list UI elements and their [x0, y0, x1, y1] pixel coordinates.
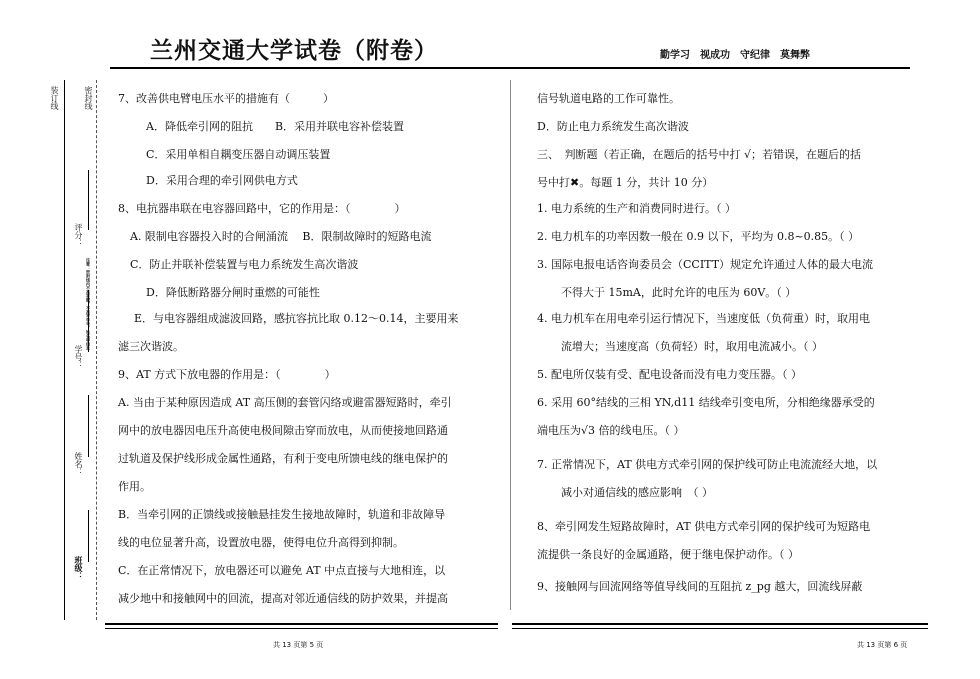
left-column-line-4: D．采用合理的牵引网供电方式 [146, 174, 298, 187]
left-column-line-11: 9、AT 方式下放电器的作用是：（ ） [118, 368, 336, 381]
right-column-line-1: 信号轨道电路的工作可靠性。 [537, 92, 680, 105]
right-column-line-16: 8、牵引网发生短路故障时，AT 供电方式牵引网的保护线可为短路电 [537, 520, 871, 533]
right-column-line-5: 1. 电力系统的生产和消费同时进行。（ ） [537, 202, 736, 215]
right-column-line-8: 不得大于 15mA，此时允许的电压为 60V。（ ） [561, 286, 797, 299]
bottom-rule-left-thick [105, 623, 498, 625]
seal-notice: 注意：密封线内不准答题，不准写学号、姓名等信息 [86, 258, 91, 350]
right-column-line-18: 9、接触网与回流网络等值导线间的互阻抗 z_pg 越大，回流线屏蔽 [537, 580, 863, 593]
right-column-line-4: 号中打✖。每题 1 分，共计 10 分） [537, 176, 714, 189]
left-column-line-15: 作用。 [118, 480, 151, 493]
right-column-line-12: 6. 采用 60°结线的三相 YN,d11 结线牵引变电所，分相绝缘器承受的 [537, 396, 875, 409]
left-column-line-18: C．在正常情况下，放电器还可以避免 AT 中点直接与大地相连，以 [118, 564, 446, 577]
right-column-line-11: 5. 配电所仅装有受、配电设备而没有电力变压器。（ ） [537, 368, 802, 381]
left-column-line-7: C．防止并联补偿装置与电力系统发生高次谐波 [130, 258, 359, 271]
class-label: 班级： [74, 556, 83, 580]
page-footer-left: 共 13 页第 5 页 [273, 641, 324, 649]
left-column-line-14: 过轨道及保护线形成金属性通路，有利于变电所馈电线的继电保护的 [118, 452, 448, 465]
page-footer-right: 共 13 页第 6 页 [857, 641, 908, 649]
margin-solid-line [64, 80, 65, 620]
left-column-line-12: A. 当由于某种原因造成 AT 高压侧的套管闪络或避雷器短路时，牵引 [118, 396, 452, 409]
right-column-line-3: 三、 判断题（若正确，在题后的括号中打 √；若错误，在题后的括 [537, 148, 862, 161]
bottom-rule-right-thick [512, 623, 928, 625]
bottom-rule-right-thin [512, 628, 928, 629]
right-column-line-13: 端电压为√3 倍的线电压。（ ） [537, 424, 685, 437]
exam-title: 兰州交通大学试卷（附卷） [150, 38, 438, 64]
left-column-line-5: 8、电抗器串联在电容器回路中，它的作用是：（ ） [118, 202, 406, 215]
class-line [88, 510, 89, 562]
left-column-line-10: 滤三次谐波。 [118, 340, 184, 353]
left-column-line-2: A．降低牵引网的阻抗 B．采用并联电容补偿装置 [146, 120, 405, 133]
score-field-line [88, 170, 89, 230]
seal-line-label: 密封线 [84, 86, 93, 110]
student-id-label: 学号： [74, 345, 83, 369]
name-line [88, 395, 89, 457]
left-column-line-16: B．当牵引网的正馈线或接触悬挂发生接地故障时，轨道和非故障导 [118, 508, 446, 521]
left-column-line-13: 网中的放电器因电压升高使电极间隙击穿而放电，从而使接地回路通 [118, 424, 448, 437]
right-column-line-14: 7. 正常情况下，AT 供电方式牵引网的保护线可防止电流流经大地，以 [537, 458, 878, 471]
left-column-line-19: 减少地中和接触网中的回流，提高对邻近通信线的防护效果，并提高 [118, 592, 448, 605]
right-column-line-17: 流提供一条良好的金属通路，便于继电保护动作。（ ） [537, 548, 799, 561]
right-column-line-6: 2. 电力机车的功率因数一般在 0.9 以下，平均为 0.8~0.85。（ ） [537, 230, 860, 243]
right-column-line-15: 减小对通信线的感应影响 （ ） [561, 486, 713, 499]
left-column-line-3: C．采用单相自耦变压器自动调压装置 [146, 148, 331, 161]
left-column-line-6: A. 限制电容器投入时的合闸涌流 B．限制故障时的短路电流 [130, 230, 432, 243]
bottom-rule-left-thin [105, 628, 498, 629]
left-column-line-1: 7、改善供电臂电压水平的措施有（ ） [118, 92, 334, 105]
name-label: 姓名： [74, 452, 83, 476]
right-column-line-9: 4. 电力机车在用电牵引运行情况下，当速度低（负荷重）时，取用电 [537, 312, 870, 325]
binding-line-label: 装订线 [50, 86, 59, 110]
right-column-line-7: 3. 国际电报电话咨询委员会（CCITT）规定允许通过人体的最大电流 [537, 258, 874, 271]
right-column-line-2: D．防止电力系统发生高次谐波 [537, 120, 689, 133]
score-field-label: 评分： [74, 223, 83, 247]
header-rule [110, 67, 910, 69]
seal-dashed-line [96, 80, 97, 620]
left-column-line-17: 线的电位显著升高，设置放电器，使得电位升高得到抑制。 [118, 536, 404, 549]
left-column-line-9: E．与电容器组成滤波回路，感抗容抗比取 0.12～0.14，主要用来 [134, 312, 459, 325]
exam-motto: 勤学习 视成功 守纪律 莫舞弊 [660, 50, 810, 61]
left-column-line-8: D．降低断路器分闸时重燃的可能性 [146, 286, 320, 299]
column-divider [510, 80, 511, 610]
right-column-line-10: 流增大；当速度高（负荷轻）时，取用电流减小。（ ） [561, 340, 823, 353]
